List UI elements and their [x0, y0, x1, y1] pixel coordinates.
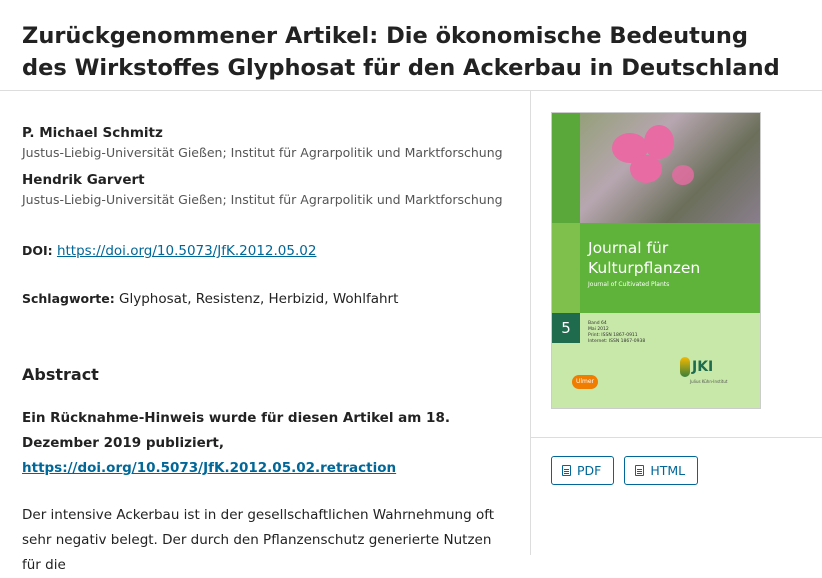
flower-petal: [672, 165, 694, 185]
author-name: Hendrik Garvert: [22, 172, 145, 188]
cover-issue-meta: Band 64 Mai 2012 Print: ISSN 1867-0911 Internet: ISSN 1867-0938: [588, 321, 646, 344]
retraction-link[interactable]: https://doi.org/10.5073/JfK.2012.05.02.retraction: [22, 460, 397, 476]
author-affiliation: Justus-Liebig-Universität Gießen; Institut für Agrarpolitik und Marktforschung: [22, 192, 503, 207]
doi-link[interactable]: https://doi.org/10.5073/JfK.2012.05.02: [56, 243, 317, 259]
author-affiliation: Justus-Liebig-Universität Gießen; Institut für Agrarpolitik und Marktforschung: [22, 145, 503, 160]
pdf-button[interactable]: [551, 456, 614, 485]
abstract-text: Der intensive Ackerbau ist in der gesellschaftlichen Wahrnehmung oft sehr negativ belegt. Der durch den Pflanzenschutz generierte Nutzen für die: [22, 507, 495, 573]
cover-photo: [552, 113, 761, 223]
jki-full-name: Julius Kühn-Institut: [690, 379, 728, 384]
retraction-text: Ein Rücknahme-Hinweis wurde für diesen Artikel am 18. Dezember 2019 publiziert,: [22, 410, 450, 451]
html-file-icon: [635, 465, 644, 476]
keywords-label: Schlagworte:: [22, 291, 115, 306]
pdf-file-icon: [562, 465, 571, 476]
keywords-section: [22, 291, 508, 307]
article-main: [0, 91, 531, 573]
doi-label: DOI:: [22, 243, 53, 258]
abstract-heading: Abstract: [22, 365, 99, 384]
doi-section: [22, 243, 508, 259]
journal-cover[interactable]: [551, 112, 761, 409]
cover-issue-number: 5: [552, 313, 580, 343]
author-name: P. Michael Schmitz: [22, 125, 163, 141]
retraction-notice: [22, 406, 508, 481]
page-title: Zurückgenommener Artikel: Die ökonomische Bedeutung des Wirkstoffes Glyphosat für den Ackerbau in Deutschland: [22, 23, 780, 81]
article-layout: [0, 91, 822, 573]
flower-petal: [630, 155, 662, 183]
article-header: [0, 0, 822, 91]
article-sidebar: [531, 91, 822, 555]
galley-links: [551, 456, 822, 485]
flower-petal: [644, 125, 674, 159]
sidebar-divider: [531, 437, 822, 438]
jki-logo: JKI: [680, 357, 713, 377]
cover-journal-title: Journal für Kulturpflanzen: [588, 239, 701, 277]
html-button[interactable]: [624, 456, 698, 485]
ulmer-logo: Ulmer: [572, 375, 598, 389]
cover-journal-subtitle: Journal of Cultivated Plants: [588, 281, 670, 288]
pdf-button-label: PDF: [577, 463, 602, 478]
keywords-value: Glyphosat, Resistenz, Herbizid, Wohlfahrt: [119, 291, 399, 307]
html-button-label: HTML: [650, 463, 686, 478]
cover-side-bars: [552, 113, 580, 323]
jki-logo-icon: [680, 357, 690, 377]
